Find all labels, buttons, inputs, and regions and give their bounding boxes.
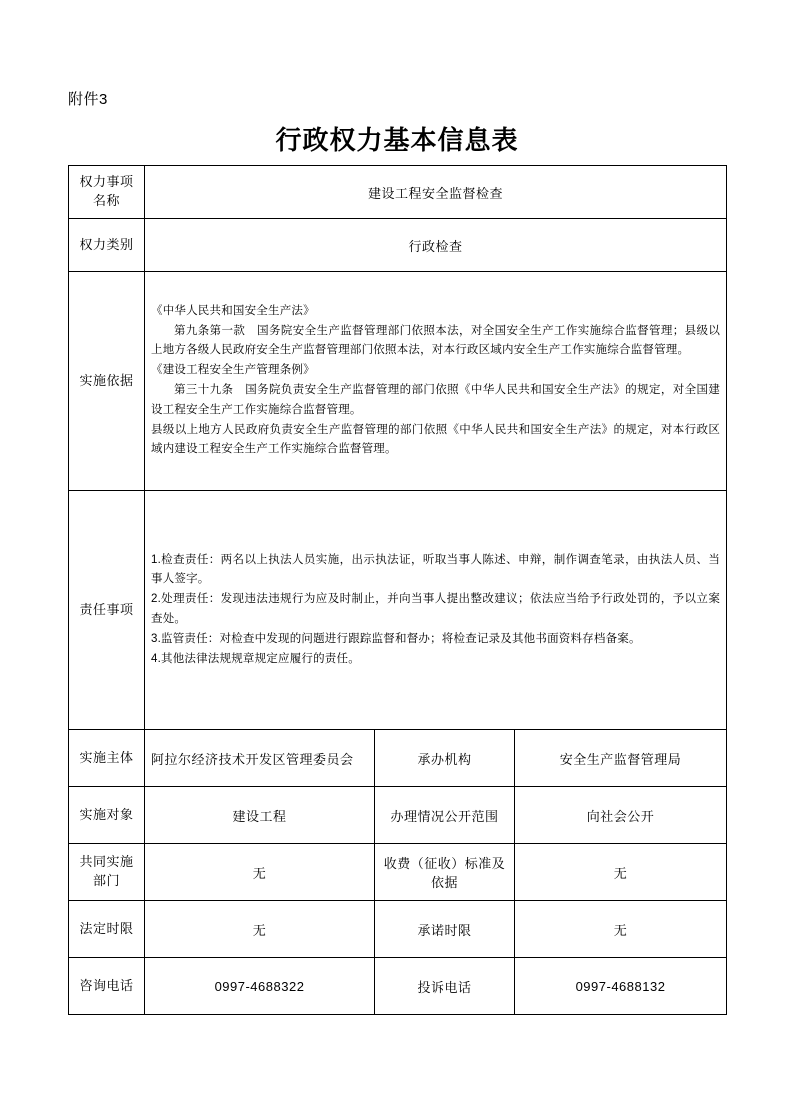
table-row-responsibilities [69,491,727,730]
cell-implementation-basis-value [145,272,727,491]
row-label-public-scope: 办理情况公开范围 [375,787,515,844]
cell-power-category-value: 行政检查 [145,219,727,272]
row-label-handling-agency: 承办机构 [375,730,515,787]
row-label-power-category: 权力类别 [69,219,145,272]
implementation-basis-text [151,302,720,460]
row-label-responsibilities: 责任事项 [69,491,145,730]
table-row-power-category [69,219,727,272]
table-row-implementation-object [69,787,727,844]
basis-para-3: 第三十九条 国务院负责安全生产监督管理的部门依照《中华人民共和国安全生产法》的规定，对全国建设工程安全生产工作实施综合监督管理。 [151,384,721,416]
cell-complaint-phone-value: 0997-4688132 [515,958,727,1015]
basis-para-1: 第九条第一款 国务院安全生产监督管理部门依照本法，对全国安全生产工作实施综合监督管理；县级以上地方各级人民政府安全生产监督管理部门依照本法，对本行政区域内安全生产工作实施综合监督管理。 [151,324,721,357]
joint-label-line1: 共同实施 [79,854,134,870]
table-row-implementing-body [69,730,727,787]
power-info-table [68,165,727,1015]
table-row-statutory-time-limit [69,901,727,958]
row-label-implementation-object: 实施对象 [69,787,145,844]
page-title: 行政权力基本信息表 [275,125,519,155]
row-label-statutory-time-limit: 法定时限 [69,901,145,958]
row-label-complaint-phone: 投诉电话 [375,958,515,1015]
table-row-joint-departments [69,844,727,901]
table-row-power-item-name [69,166,727,219]
responsibilities-text [151,551,720,670]
basis-para-0: 《中华人民共和国安全生产法》 [151,304,315,317]
cell-implementation-object-value: 建设工程 [145,787,375,844]
row-label-implementing-body: 实施主体 [69,730,145,787]
cell-power-item-name-value: 建设工程安全监督检查 [145,166,727,219]
row-label-line1: 权力事项 [79,174,134,190]
cell-consultation-phone-value: 0997-4688322 [145,958,375,1015]
duty-para-1: 2.处理责任：发现违法违规行为应及时制止，并向当事人提出整改建议；依法应当给予行政处罚的，予以立案查处。 [151,593,721,625]
duty-para-3: 4.其他法律法规规章规定应履行的责任。 [151,652,360,665]
row-label-line2: 名称 [92,193,120,208]
row-label-promised-time-limit: 承诺时限 [375,901,515,958]
duty-para-2: 3.监管责任：对检查中发现的问题进行跟踪监督和督办；将检查记录及其他书面资料存档备案。 [151,632,641,645]
row-label-implementation-basis: 实施依据 [69,272,145,491]
basis-para-2: 《建设工程安全生产管理条例》 [151,364,315,377]
joint-label-line2: 部门 [92,873,120,888]
cell-responsibilities-value [145,491,727,730]
duty-para-0: 1.检查责任：两名以上执法人员实施，出示执法证，听取当事人陈述、申辩，制作调查笔录，由执法人员、当事人签字。 [151,553,721,586]
cell-handling-agency-value: 安全生产监督管理局 [515,730,727,787]
cell-fee-standard-value: 无 [515,844,727,901]
cell-joint-departments-value: 无 [145,844,375,901]
row-label-consultation-phone: 咨询电话 [69,958,145,1015]
row-label-fee-standard: 收费（征收）标准及依据 [375,844,515,901]
basis-para-4: 县级以上地方人民政府负责安全生产监督管理的部门依照《中华人民共和国安全生产法》的规定，对本行政区域内建设工程安全生产工作实施综合监督管理。 [151,423,721,456]
table-row-implementation-basis [69,272,727,491]
cell-public-scope-value: 向社会公开 [515,787,727,844]
cell-implementing-body-value: 阿拉尔经济技术开发区管理委员会 [145,730,375,787]
table-row-consultation-phone [69,958,727,1015]
cell-statutory-time-limit-value: 无 [145,901,375,958]
row-label-joint-departments [69,844,145,901]
attachment-label: 附件3 [68,91,108,108]
row-label-power-item-name [69,166,145,219]
cell-promised-time-limit-value: 无 [515,901,727,958]
